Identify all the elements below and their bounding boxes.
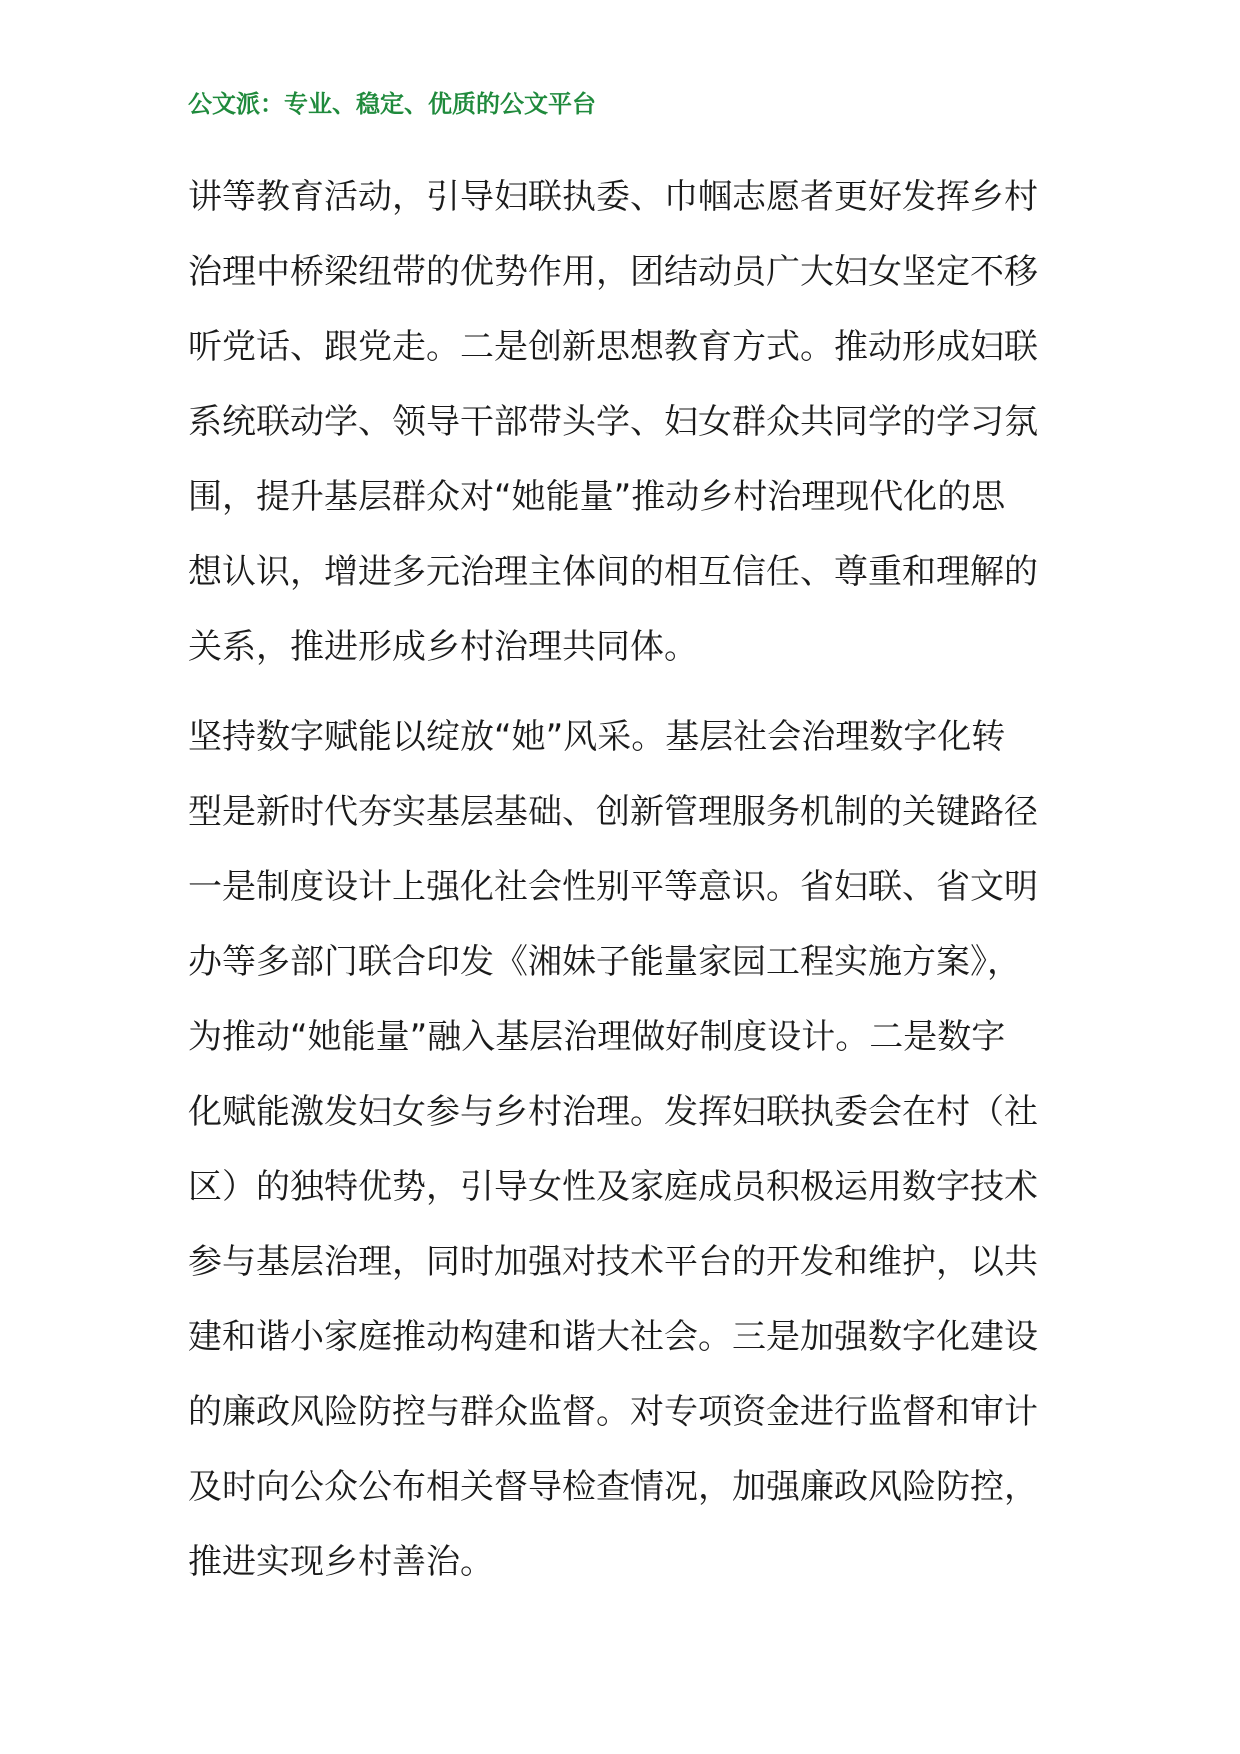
paragraph-line: 想认识，增进多元治理主体间的相互信任、尊重和理解的 [188, 552, 1038, 592]
paragraph-line: 的廉政风险防控与群众监督。对专项资金进行监督和审计 [188, 1392, 1038, 1432]
paragraph-line: 听党话、跟党走。二是创新思想教育方式。推动形成妇联 [188, 327, 1038, 367]
paragraph-line: 关系，推进形成乡村治理共同体。 [188, 627, 698, 667]
paragraph-line: 为推动“她能量”融入基层治理做好制度设计。二是数字 [188, 1017, 1006, 1057]
paragraph-line: 推进实现乡村善治。 [188, 1542, 494, 1582]
paragraph-2 [188, 700, 1068, 1600]
paragraph-line: 建和谐小家庭推动构建和谐大社会。三是加强数字化建设 [188, 1317, 1038, 1357]
paragraph-line: 型是新时代夯实基层基础、创新管理服务机制的关键路径 [188, 792, 1038, 832]
paragraph-line: 一是制度设计上强化社会性别平等意识。省妇联、省文明 [188, 867, 1038, 907]
paragraph-line: 系统联动学、领导干部带头学、妇女群众共同学的学习氛 [188, 402, 1038, 442]
paragraph-line: 办等多部门联合印发《湘妹子能量家园工程实施方案》， [188, 942, 1021, 982]
paragraph-line: 及时向公众公布相关督导检查情况，加强廉政风险防控， [188, 1467, 1038, 1507]
paragraph-line: 围，提升基层群众对“她能量”推动乡村治理现代化的思 [188, 477, 1006, 517]
paragraph-1 [188, 160, 1068, 685]
site-header: 公文派：专业、稳定、优质的公文平台 [188, 89, 596, 118]
paragraph-line: 参与基层治理，同时加强对技术平台的开发和维护，以共 [188, 1242, 1038, 1282]
paragraph-line: 坚持数字赋能以绽放“她”风采。基层社会治理数字化转 [188, 717, 1006, 757]
paragraph-line: 化赋能激发妇女参与乡村治理。发挥妇联执委会在村（社 [188, 1092, 1038, 1132]
paragraph-line: 治理中桥梁纽带的优势作用，团结动员广大妇女坚定不移 [188, 252, 1038, 292]
paragraph-line: 区）的独特优势，引导女性及家庭成员积极运用数字技术 [188, 1167, 1038, 1207]
paragraph-line: 讲等教育活动，引导妇联执委、巾帼志愿者更好发挥乡村 [188, 177, 1038, 217]
